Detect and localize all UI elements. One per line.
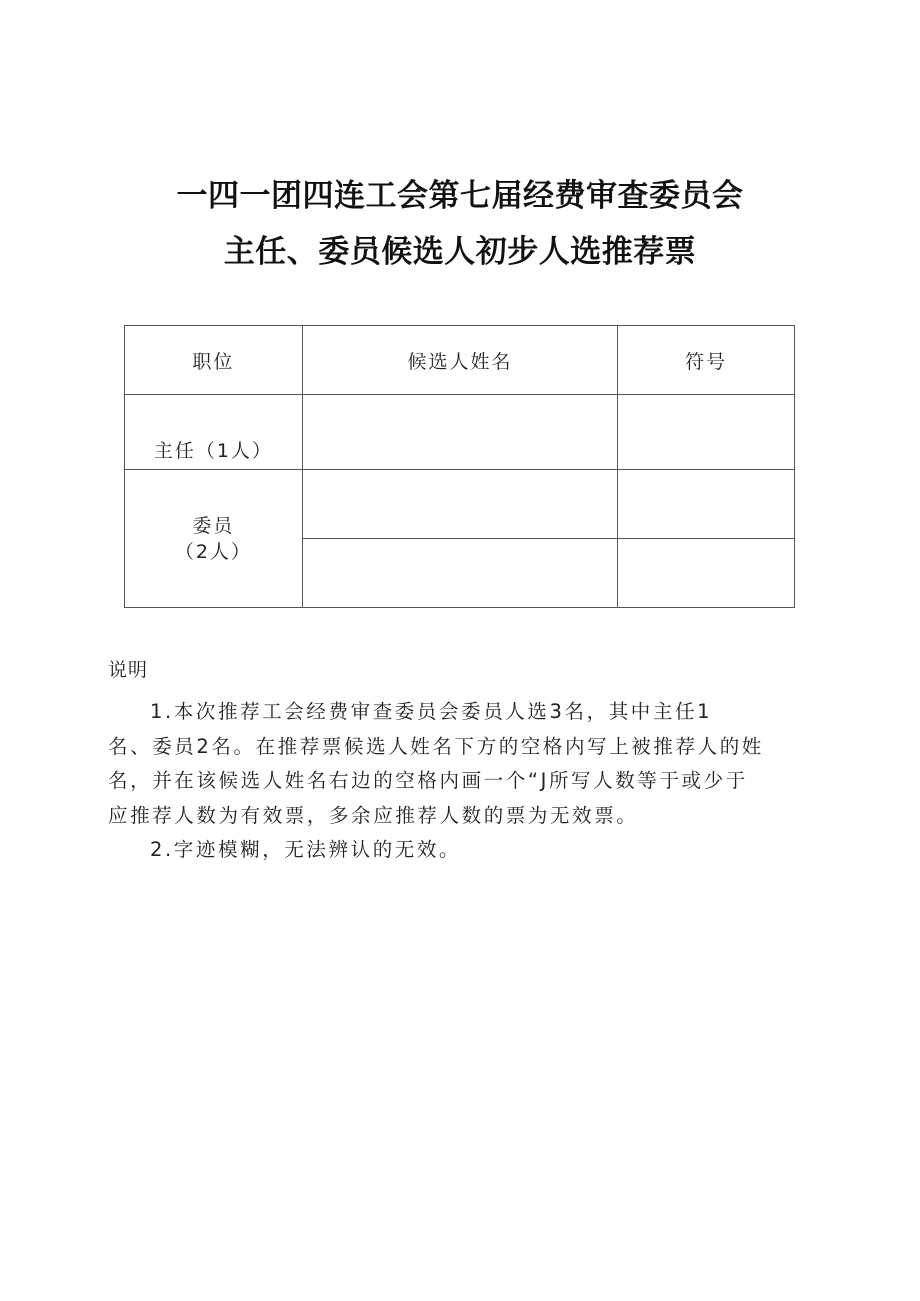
member-label-line-2: （2人） <box>174 540 252 563</box>
header-mark: 符号 <box>618 326 795 395</box>
document-title-line-2: 主任、委员候选人初步人选推荐票 <box>223 234 697 270</box>
note-item-2: 2.字迹模糊，无法辨认的无效。 <box>150 838 462 861</box>
table-header-row <box>125 326 795 395</box>
note-item-1-line-3: 名，并在该候选人姓名右边的空格内画一个“J所写人数等于或少于 <box>108 769 748 792</box>
member-position-label <box>125 470 303 608</box>
member-1-mark-blank[interactable] <box>618 470 795 539</box>
member-2-name-blank[interactable] <box>302 539 617 608</box>
header-position: 职位 <box>125 326 303 395</box>
document-title-line-1: 一四一团四连工会第七届经费审查委员会 <box>176 178 744 214</box>
member-2-mark-blank[interactable] <box>618 539 795 608</box>
notes-body <box>108 695 808 868</box>
table-row-director <box>125 395 795 470</box>
recommendation-ballot-table <box>124 325 795 608</box>
director-position-label: 主任（1人） <box>125 395 303 470</box>
note-item-1-line-1: 1.本次推荐工会经费审查委员会委员人选3名，其中主任1 <box>150 700 713 723</box>
director-mark-blank[interactable] <box>618 395 795 470</box>
table-row-member-1 <box>125 470 795 539</box>
director-name-blank[interactable] <box>302 395 617 470</box>
note-item-1-line-2: 名、委员2名。在推荐票候选人姓名下方的空格内写上被推荐人的姓 <box>108 734 764 758</box>
header-candidate-name: 候选人姓名 <box>302 326 617 395</box>
notes-heading: 说明 <box>108 659 149 681</box>
member-1-name-blank[interactable] <box>302 470 617 539</box>
member-label-line-1: 委员 <box>192 514 235 537</box>
note-item-1-line-4: 应推荐人数为有效票，多余应推荐人数的票为无效票。 <box>108 803 639 827</box>
